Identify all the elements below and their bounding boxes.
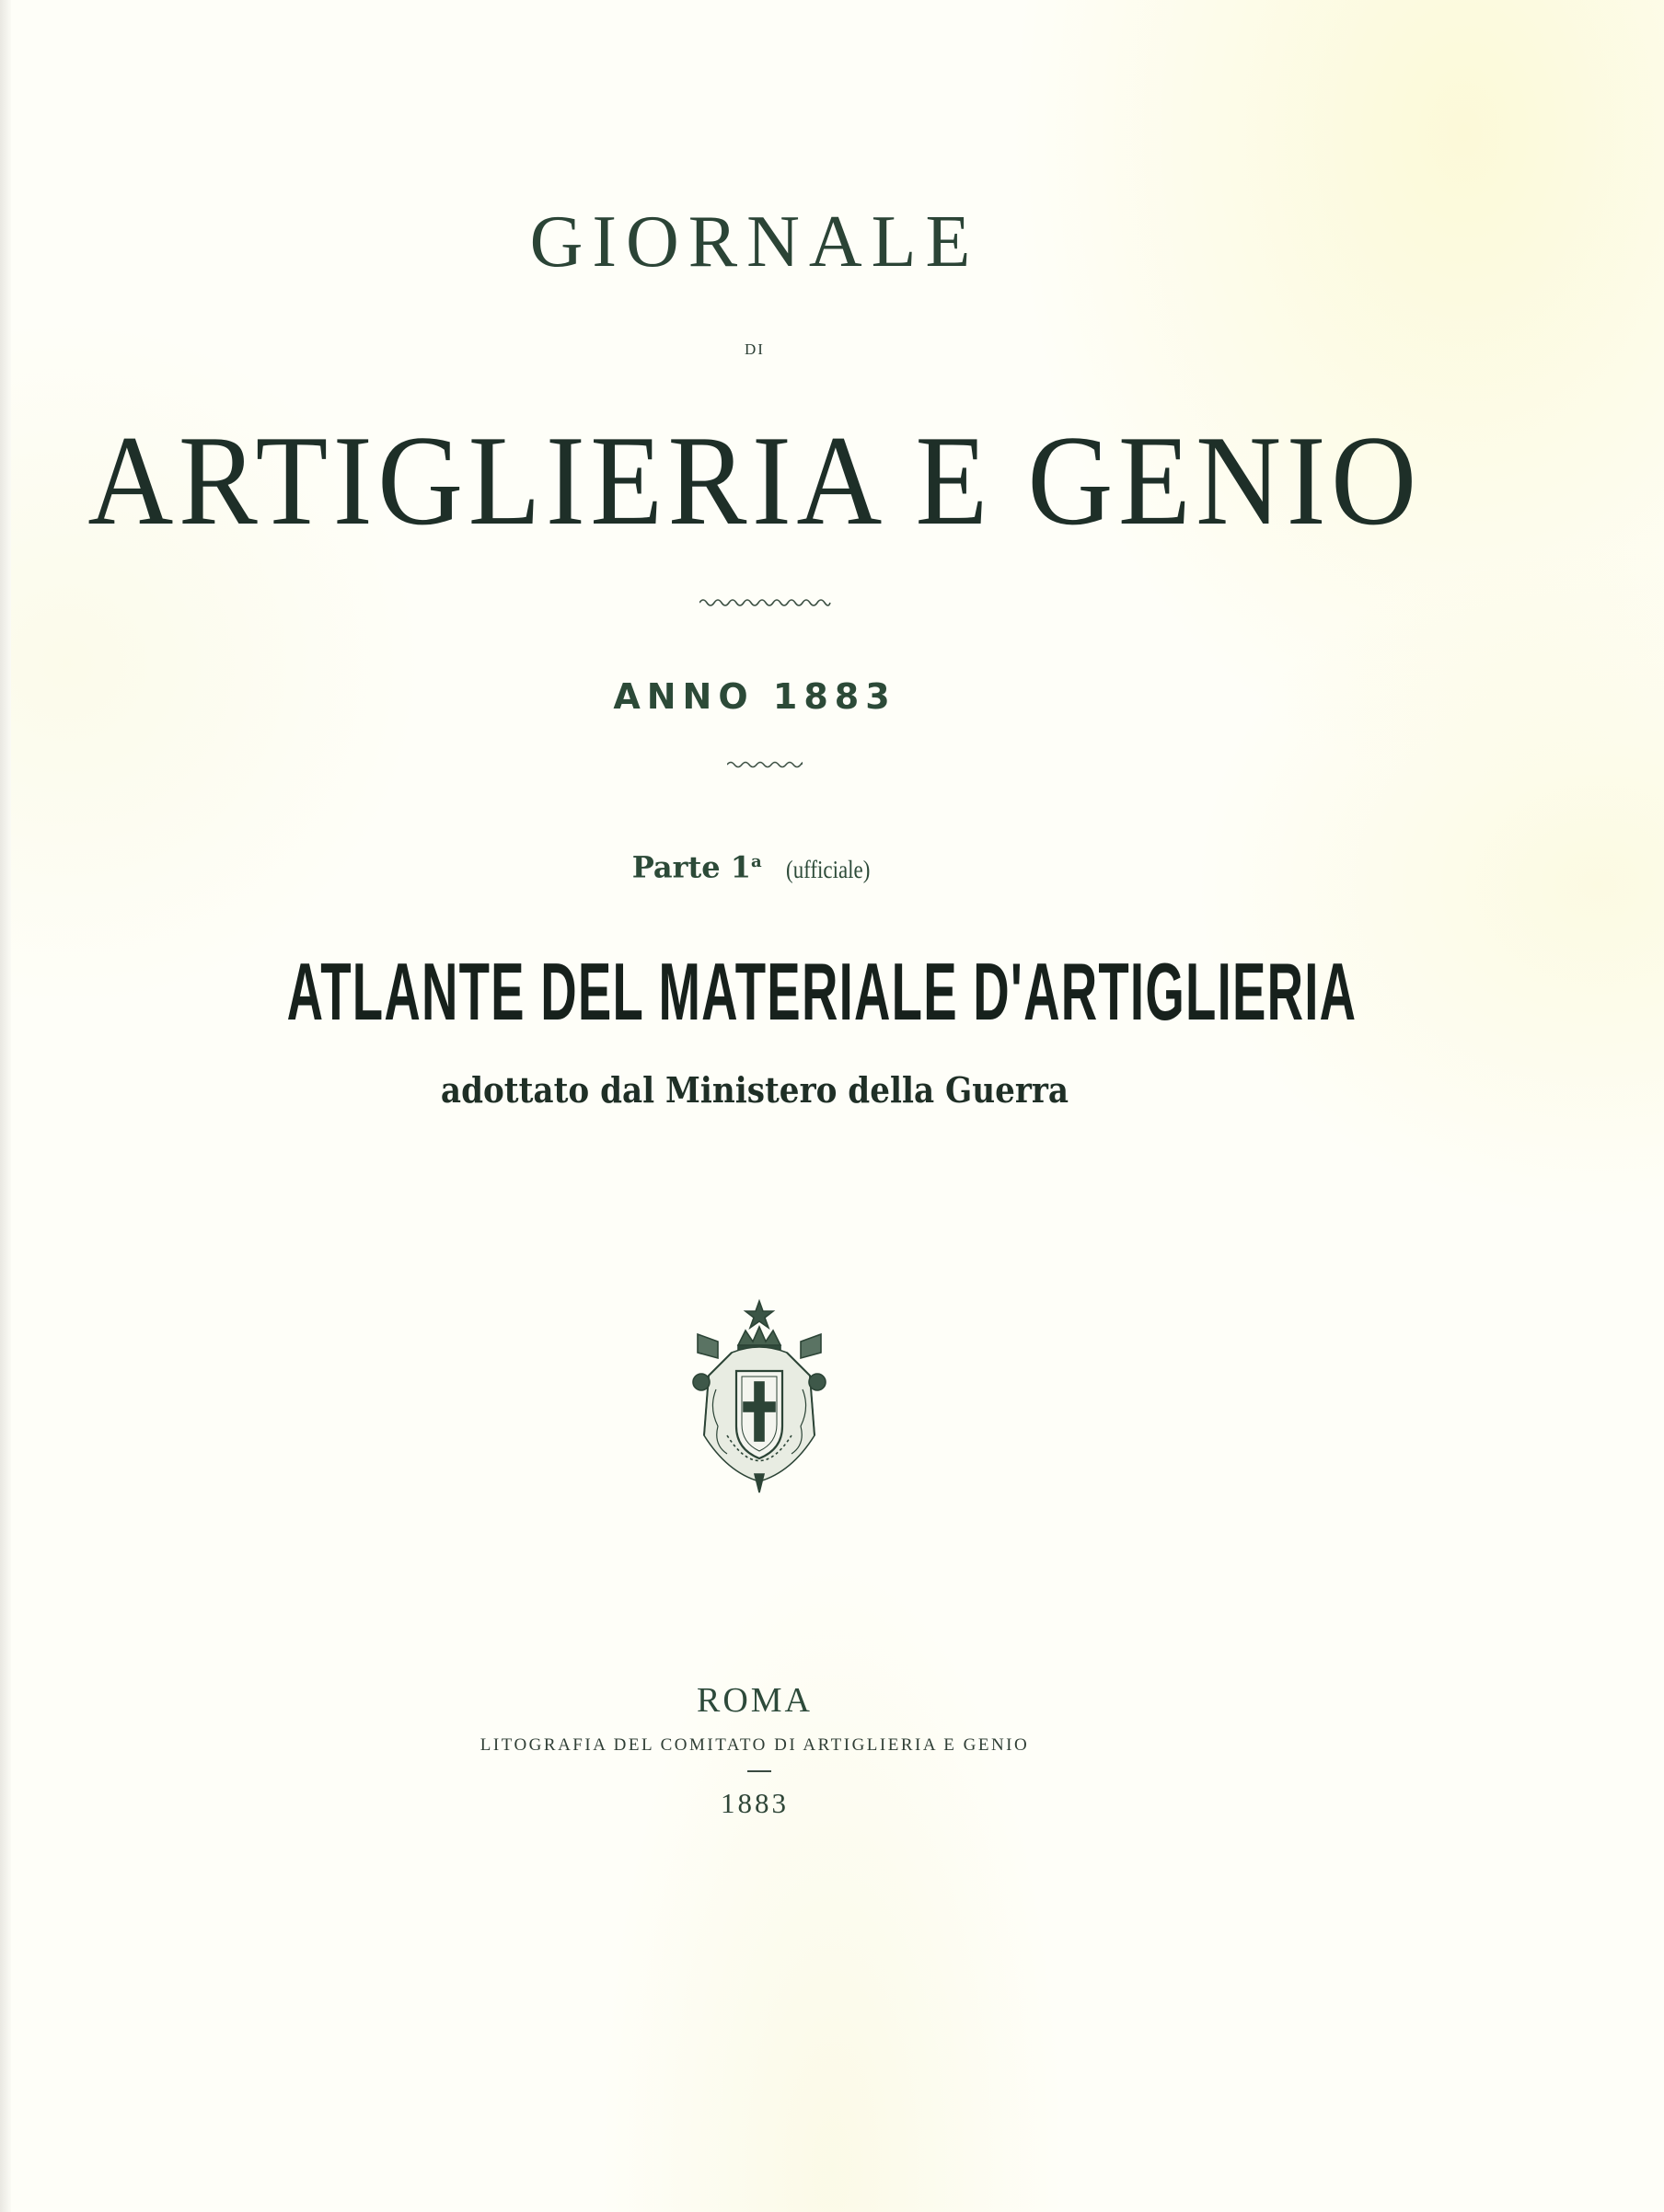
imprint-year: 1883: [721, 1787, 789, 1819]
journal-di: DI: [745, 340, 765, 358]
imprint-city: ROMA: [696, 1681, 814, 1720]
page-edge: [0, 0, 11, 2212]
part-note: (ufficiale): [785, 855, 871, 883]
ornamental-rule-bottom: [727, 759, 803, 770]
part-superscript: a: [751, 852, 762, 871]
imprint-divider: [747, 1770, 771, 1772]
imprint-publisher: LITOGRAFIA DEL COMITATO DI ARTIGLIERIA E GENIO: [480, 1735, 1030, 1755]
journal-heading: GIORNALE: [529, 202, 980, 282]
coat-of-arms-icon: [681, 1297, 838, 1500]
atlas-title: ATLANTE DEL MATERIALE D'ARTIGLIERIA: [286, 946, 1358, 1037]
year-heading: ANNO 1883: [613, 676, 896, 717]
ornamental-rule-top: [699, 596, 838, 609]
part-label: Parte 1: [631, 849, 752, 885]
journal-main-title: ARTIGLIERIA E GENIO: [87, 409, 1422, 552]
part-heading: [0, 844, 1509, 888]
atlas-subtitle: adottato dal Ministero della Guerra: [440, 1069, 1069, 1111]
